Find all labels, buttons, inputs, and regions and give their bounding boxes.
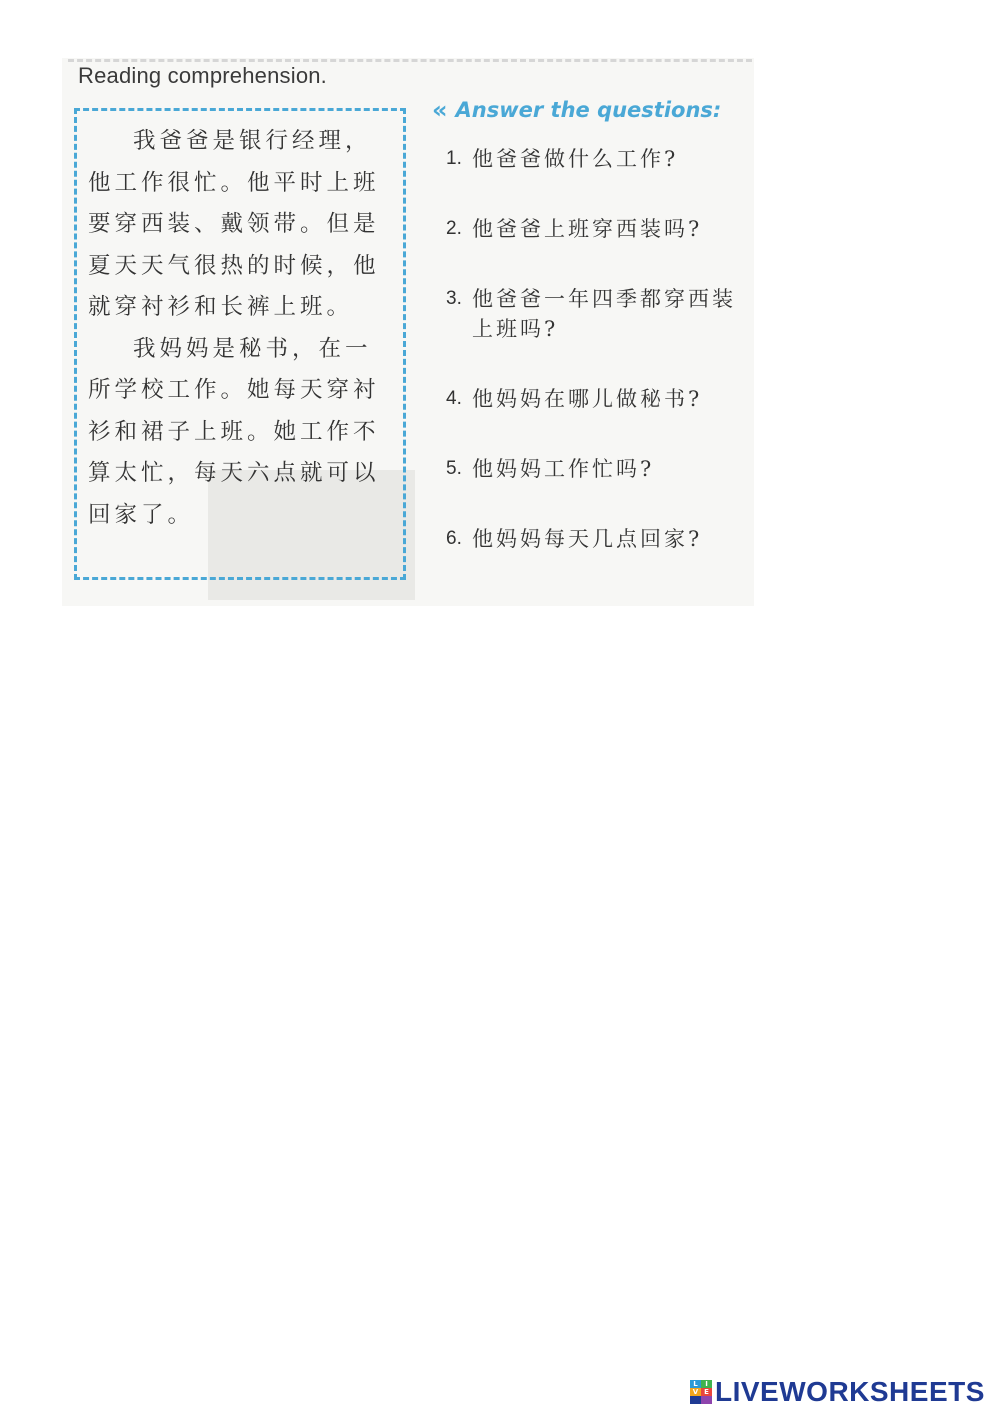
question-6 xyxy=(446,524,756,554)
passage-paragraph-2: 我妈妈是秘书，在一所学校工作。她每天穿衬衫和裙子上班。她工作不算太忙，每天六点就可以回家了。 xyxy=(88,335,380,528)
question-text: 他妈妈每天几点回家? xyxy=(472,527,703,551)
question-4 xyxy=(446,384,756,414)
question-2 xyxy=(446,214,756,244)
question-text: 他妈妈在哪儿做秘书? xyxy=(472,387,703,411)
logo-tile xyxy=(701,1396,712,1404)
question-number: 4. xyxy=(446,388,462,409)
question-number: 3. xyxy=(446,288,462,309)
question-number: 1. xyxy=(446,148,462,169)
instruction-label: Answer the questions: xyxy=(455,98,722,122)
question-5 xyxy=(446,454,756,484)
logo-tile: E xyxy=(701,1388,712,1396)
reading-passage xyxy=(88,121,388,536)
question-3 xyxy=(446,284,756,344)
question-text: 他妈妈工作忙吗? xyxy=(472,457,655,481)
question-text: 他爸爸做什么工作? xyxy=(472,147,679,171)
question-text: 他爸爸上班穿西装吗? xyxy=(472,217,703,241)
question-1 xyxy=(446,144,756,174)
worksheet-heading: Reading comprehension. xyxy=(78,63,327,88)
logo-tile: V xyxy=(690,1388,701,1396)
question-text: 他爸爸一年四季都穿西装上班吗? xyxy=(472,287,736,341)
question-number: 2. xyxy=(446,218,462,239)
liveworksheets-brand xyxy=(690,1376,985,1408)
passage-paragraph-1: 我爸爸是银行经理，他工作很忙。他平时上班要穿西装、戴领带。但是夏天天气很热的时候，他就穿衬衫和长裤上班。 xyxy=(88,128,380,320)
logo-tile: I xyxy=(701,1380,712,1388)
question-number: 6. xyxy=(446,528,462,549)
logo-tile: L xyxy=(690,1380,701,1388)
top-dashed-rule xyxy=(68,59,752,62)
brand-name: LIVEWORKSHEETS xyxy=(715,1376,985,1407)
liveworksheets-logo-icon xyxy=(690,1380,712,1404)
logo-tile xyxy=(690,1396,701,1404)
double-chevron-left-icon: « xyxy=(432,96,448,124)
question-number: 5. xyxy=(446,458,462,479)
instruction-heading xyxy=(432,96,721,124)
